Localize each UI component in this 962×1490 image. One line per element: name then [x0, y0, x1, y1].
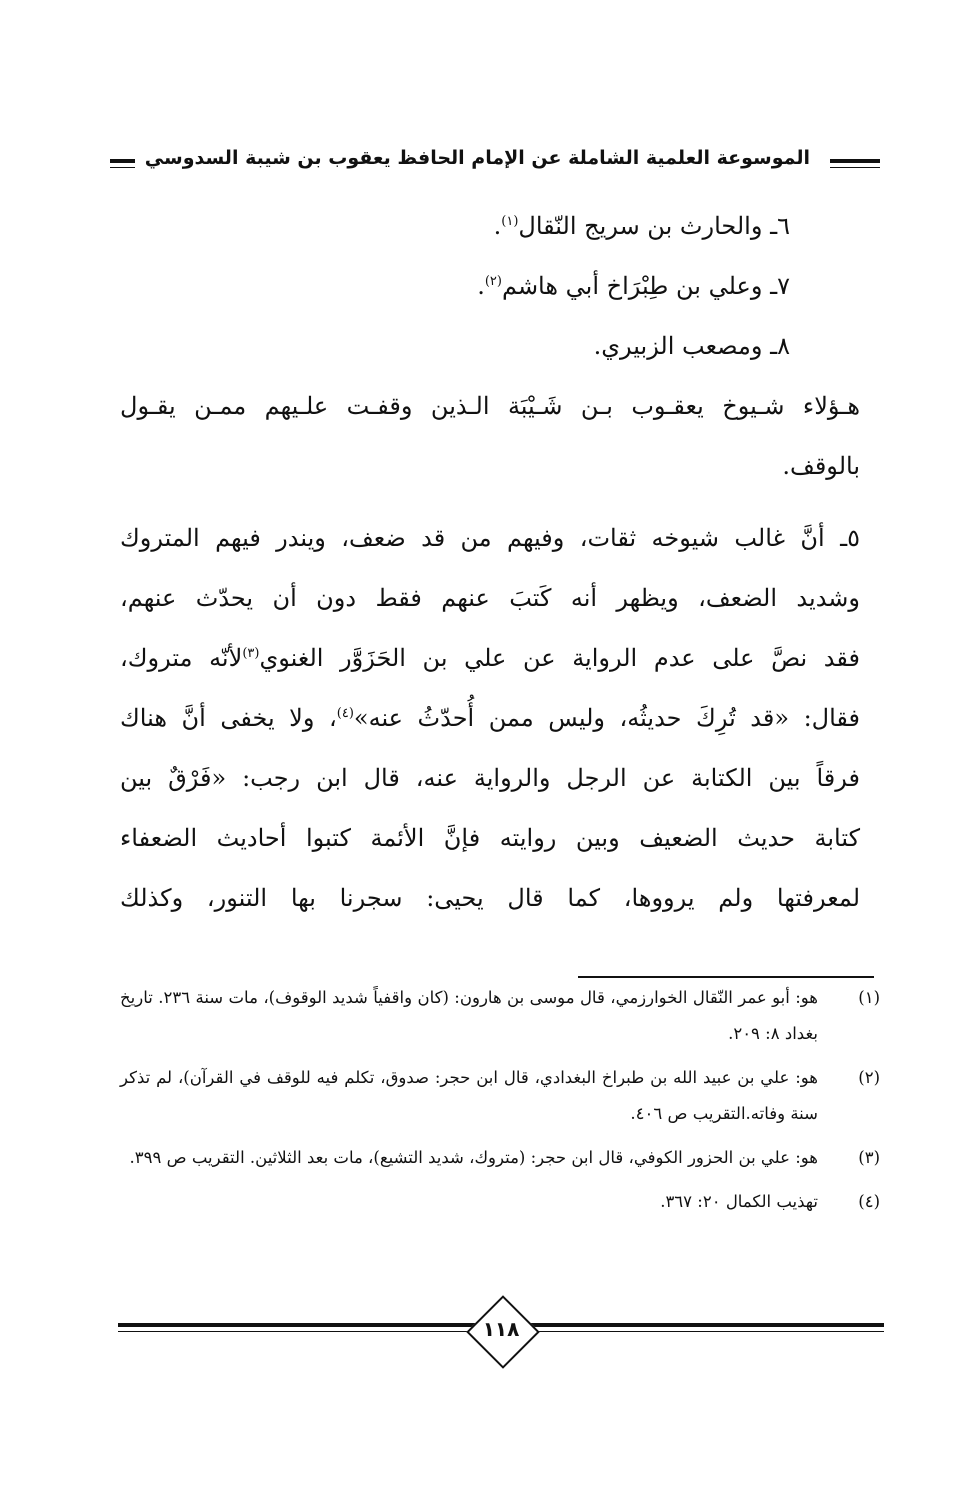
body-line: فقال: «قد تُرِكَ حديثُه، وليس ممن أُحدّثُ عنه»$^{(٤)}$، ولا يخفى أنَّ هناك: [120, 704, 861, 732]
body-line: كتابة حديث الضعيف وبين روايته فإنَّ الأئمة كتبوا أحاديث الضعفاء: [120, 824, 860, 852]
body-line: ٨ـ ومصعب الزبيري.: [593, 332, 790, 360]
body-line: فرقاً بين الكتابة عن الرجل والرواية عنه، قال ابن رجب: «فَرْقٌ بين: [120, 764, 860, 792]
footnote-separator: [578, 976, 874, 978]
main-text: [120, 196, 860, 928]
header-rule-right-thin: [830, 167, 880, 168]
body-line: لمعرفتها ولم يرووها، كما قال يحيى: سجرنا بها التنور، وكذلك: [120, 884, 860, 912]
body-line: ٧ـ وعلي بن طِبْرَاخ أبي هاشم$^{(٢)}$.: [477, 272, 790, 300]
footnote-ref[interactable]: (٣): [242, 646, 260, 661]
header-rule-right-thick: [830, 159, 880, 163]
body-line: ٦ـ والحارث بن سريج النّقال$^{(١)}$.: [493, 212, 790, 240]
footnote-ref[interactable]: (٢): [484, 274, 502, 289]
body-line: وشديد الضعف، ويظهر أنه كَتبَ عنهم فقط دون أن يحدّث عنهم،: [120, 584, 860, 612]
footnote-number: (١): [858, 988, 880, 1007]
footnote: [120, 1060, 880, 1132]
footnote-text: هو: علي بن الحزور الكوفي، قال ابن حجر: (متروك، شديد التشيع)، مات بعد الثلاثين. التقريب ص ٣٩٩.: [129, 1148, 818, 1167]
footnote-ref[interactable]: (١): [501, 214, 519, 229]
page-number: ١١٨: [482, 1317, 520, 1341]
header-title: الموسوعة العلمية الشاملة عن الإمام الحافظ يعقوب بن شيبة السدوسي: [135, 147, 820, 169]
body-line: هـؤلاء شـيوخ يعقـوب بـن شَـيْبَة الـذين وقفـت علـيهم ممـن يقـول: [120, 392, 860, 420]
page-footer: [118, 1295, 884, 1365]
footnote-ref[interactable]: (٤): [336, 706, 354, 721]
body-line: فقد نصَّ على عدم الرواية عن علي بن الحَزَوَّر الغنوي$^{(٣)}$لأنّه متروك،: [120, 644, 860, 672]
running-header: [110, 145, 880, 185]
footnote-text: هو: أبو عمر النّقال الخوارزمي، قال موسى بن هارون: (كان واقفياً شديد الوقوف)، مات سنة ٢٣٦. تاريخ بغداد ٨: ٢٠٩.: [120, 988, 818, 1043]
footnote-number: (٢): [858, 1068, 880, 1087]
footnote: [120, 980, 880, 1052]
footnote-number: (٤): [858, 1192, 880, 1211]
body-line: ٥ـ أنَّ غالب شيوخه ثقات، وفيهم من قد ضعف، ويندر فيهم المتروك: [120, 524, 860, 552]
footnotes: [120, 980, 880, 1220]
footnote-text: تهذيب الكمال ٢٠: ٣٦٧.: [660, 1192, 818, 1211]
body-line: بالوقف.: [782, 452, 860, 480]
footnote-text: هو: علي بن عبيد الله بن طبراخ البغدادي، قال ابن حجر: صدوق، تكلم فيه للوقف في القرآن)، لم تذكر سنة وفاته.التقريب ص ٤٠٦.: [120, 1068, 818, 1123]
footnote: [120, 1184, 880, 1220]
footnote-number: (٣): [858, 1148, 880, 1167]
footnote: [120, 1140, 880, 1176]
